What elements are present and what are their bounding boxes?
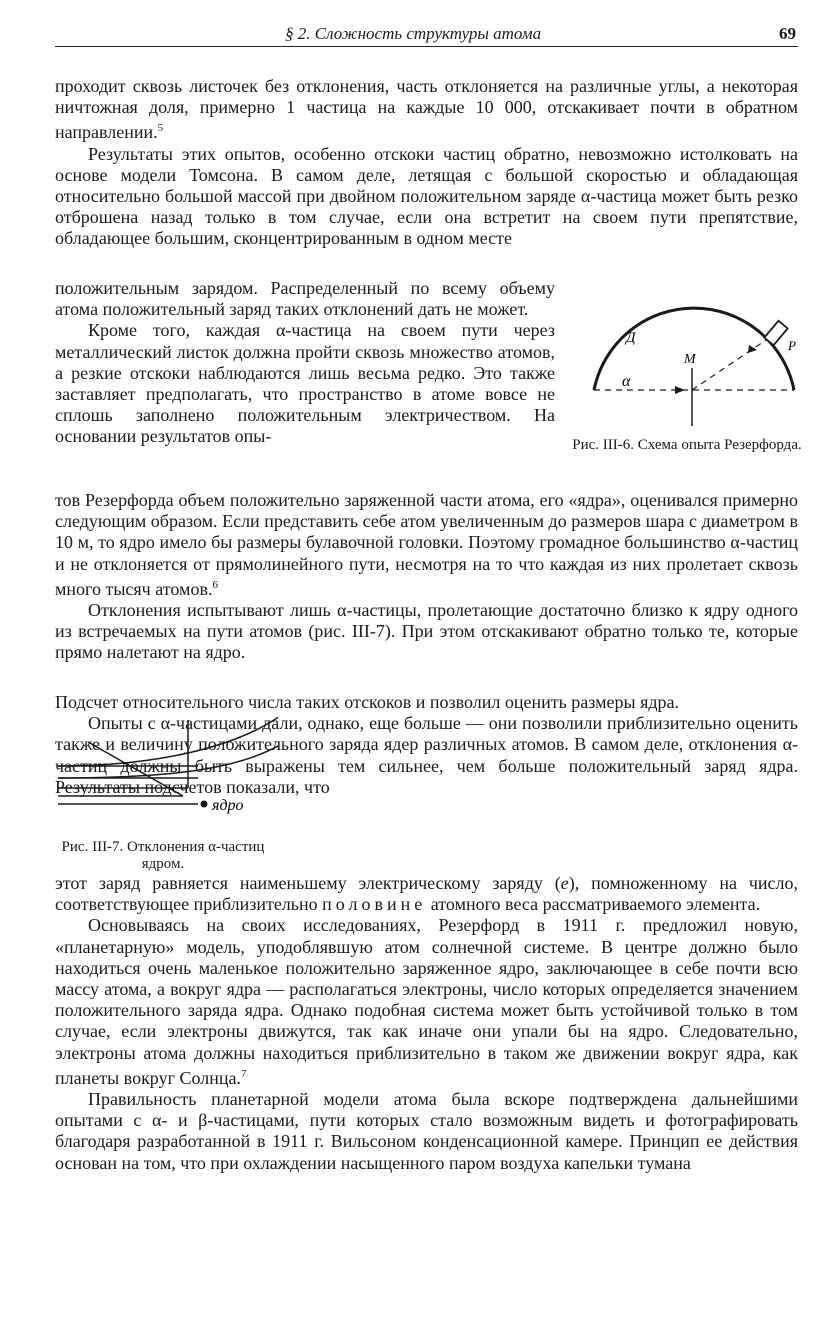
section-title: § 2. Сложность структуры атома (285, 24, 542, 43)
page-number: 69 (779, 24, 796, 43)
paragraph: этот заряд равняется наименьшему электрическому заряду (e), помноженному на число, соответствующее приблизительно половине атомного веса рассматриваемого элемента. (55, 873, 798, 915)
paragraph: Отклонения испытывают лишь α-частицы, пролетающие достаточно близко к ядру одного из встречаемых на пути атомов (рис. III-7). При этом отскакивают обратно только те, которые прямо налетают на ядро. (55, 600, 798, 663)
figure-caption: Рис. III-6. Схема опыта Резерфорда. (572, 437, 802, 453)
label-D: Д (626, 330, 636, 346)
footnote-ref: 5 (157, 122, 164, 135)
text-block-narrow (55, 278, 555, 448)
figure-rutherford-scheme (572, 298, 802, 454)
text-block-middle (55, 490, 798, 664)
paragraph: Подсчет относительного числа таких отскоков и позволил оценить размеры ядра. (55, 692, 680, 712)
figure-caption: Рис. III-7. Отклонения α-частиц ядром. (61, 839, 265, 872)
text-block-top (55, 76, 798, 250)
paragraph: Основываясь на своих исследованиях, Резерфорд в 1911 г. предложил новую, «планетарную» модель, уподоблявшую атом солнечной системе. В центре должно было находиться очень маленькое положительно заряженное ядро, заключающее в себе почти всю массу атома, а вокруг ядра — располагаться электроны, число которых определяется значением положительного заряда ядра. Однако подобная система может быть устойчивой только в том случае, если электроны движутся, так как иначе они упали бы на ядро. Следовательно, электроны атома должны находиться приблизительно в таком же движении вокруг ядра, как планеты вокруг Солнца.$^7$ (55, 915, 798, 1088)
rutherford-diagram (572, 298, 802, 428)
text-block-wrap (55, 692, 798, 798)
paragraph: положительным зарядом. Распределенный по всему объему атома положительный заряд таких отклонений дать не может. (55, 278, 555, 320)
footnote-ref: 6 (212, 578, 218, 591)
paragraph: Правильность планетарной модели атома была вскоре подтверждена дальнейшими опытами с α- и β-частицами, пути которых стало возможным видеть и фотографировать благодаря разработанной в 1911 г. Вильсоном конденсационной камере. Принцип ее действия основан на том, что при охлаждении насыщенного паром воздуха капельки тумана (55, 1089, 798, 1173)
footnote-ref: 7 (240, 1067, 247, 1080)
paragraph: тов Резерфорда объем положительно заряженной части атома, его «ядра», оценивался примерно следующим образом. Если представить себе атом увеличенным до размеров шара с диаметром в 10 м, то ядро имело бы размеры булавочной головки. Поэтому громадное большинство α-частиц и не отклоняется от прямолинейного пути, несмотря на то что каждая из них пролетает сквозь много тысяч атомов.$^6$ (55, 490, 798, 599)
label-P: Р (788, 338, 796, 353)
label-alpha: α (622, 373, 631, 390)
text-block-bottom (55, 873, 798, 1174)
paragraph: Результаты этих опытов, особенно отскоки частиц обратно, невозможно истолковать на основе модели Томсона. В самом деле, летящая с большой скоростью и обладающая относительно большой массой при двойном положительном заряде α-частица может быть резко отброшена назад только в том случае, если она встретит на своем пути препятствие, обладающее большим, сконцентрированным в одном месте (55, 143, 798, 249)
label-M: М (684, 352, 696, 367)
paragraph: проходит сквозь листочек без отклонения, часть отклоняется на различные углы, а некоторая ничтожная доля, примерно 1 частица на каждые 10 000, отскакивает почти в обратном направлении.$^5$ (55, 76, 798, 143)
paragraph: Опыты с α-частицами дали, однако, еще больше — они позволили приблизительно оценить также и величину положительного заряда ядер различных атомов. В самом деле, отклонения α-частиц должны быть выражены тем сильнее, чем больше положительный заряд ядра. Результаты подсчетов показали, что (55, 713, 798, 797)
paragraph: Кроме того, каждая α-частица на своем пути через металлический листок должна пройти сквозь множество атомов, а резкие отскоки наблюдаются лишь весьма редко. Это также заставляет предполагать, что пространство в атоме вовсе не сплошь заполнено положительным электричеством. На основании результатов опы- (55, 320, 555, 447)
label-nucleus: ядро (212, 797, 244, 814)
running-header (55, 22, 798, 47)
